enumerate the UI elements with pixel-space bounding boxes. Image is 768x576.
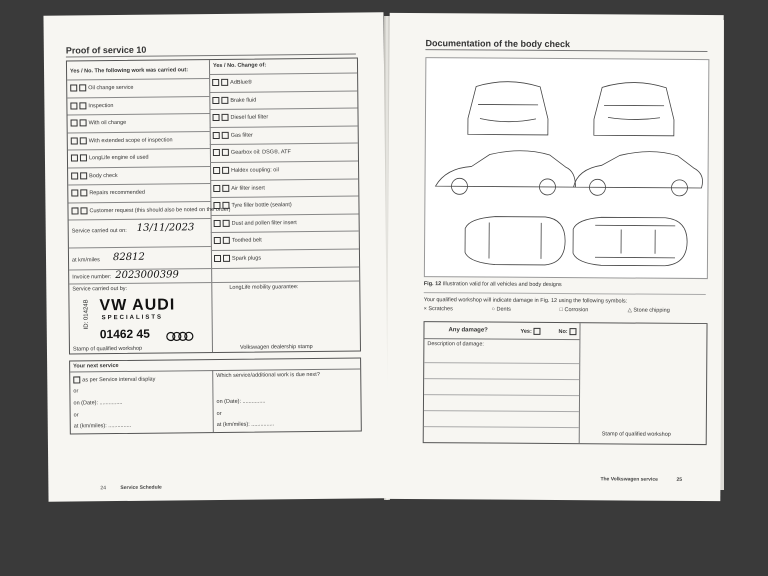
- right-item-label: Toothed belt: [231, 237, 262, 245]
- right-item: [214, 219, 297, 227]
- fig-caption: Illustration valid for all vehicles and body designs: [442, 281, 562, 289]
- row-divider: [67, 78, 209, 80]
- row-divider: [210, 125, 358, 128]
- footer-section: The Volkswagen service: [600, 476, 658, 483]
- column-divider: [579, 323, 581, 443]
- row-divider: [211, 231, 359, 234]
- invoice-label: Invoice number:: [72, 274, 112, 281]
- next-service-right-2: on (Date): ...............: [216, 398, 266, 406]
- footer-page-number: 25: [676, 476, 683, 483]
- description-line: [424, 410, 579, 412]
- row-divider: [68, 166, 210, 168]
- description-line: [424, 362, 579, 364]
- yes-checkbox[interactable]: [212, 97, 219, 104]
- left-page: [43, 12, 388, 502]
- next-service-right-4: at (km/miles): ...............: [216, 421, 275, 429]
- right-item: [213, 166, 279, 174]
- row-divider: [68, 148, 210, 150]
- next-service-left-3: or: [73, 412, 79, 419]
- description-label: Description of damage:: [427, 341, 484, 348]
- left-item: [71, 119, 127, 127]
- right-item-label: Spark plugs: [231, 255, 262, 262]
- row-divider: [210, 161, 358, 164]
- next-service-right-0: Which service/additional work is due next?: [216, 371, 320, 380]
- row-divider: [211, 213, 359, 216]
- footer-section: Service Schedule: [120, 484, 162, 492]
- damage-box: [423, 321, 708, 445]
- left-item: [71, 189, 145, 197]
- page-title: Proof of service 10: [65, 44, 147, 56]
- row-divider: [67, 96, 209, 98]
- yes-checkbox[interactable]: [71, 137, 78, 144]
- stamp-line-2: SPECIALISTS: [101, 314, 164, 322]
- no-checkbox[interactable]: [223, 237, 230, 244]
- yes-checkbox[interactable]: [70, 102, 77, 109]
- no-checkbox[interactable]: [222, 167, 229, 174]
- right-page: [386, 13, 723, 501]
- damage-instructions: Your qualified workshop will indicate damage in Fig. 12 using the following symbols:: [423, 297, 628, 305]
- header-right: Yes / No. Change of:: [212, 62, 267, 70]
- yes-checkbox[interactable]: [214, 255, 221, 262]
- no-checkbox[interactable]: [223, 220, 230, 227]
- right-item-label: Dust and pollen filter insert: [231, 219, 297, 227]
- left-item: [71, 172, 118, 179]
- no-checkbox[interactable]: [222, 114, 229, 121]
- no-checkbox[interactable]: [569, 328, 576, 335]
- header-left: Yes / No. The following work was carried out:: [70, 67, 189, 75]
- row-divider: [69, 281, 359, 285]
- no-checkbox[interactable]: [80, 119, 87, 126]
- yes-checkbox[interactable]: [71, 189, 78, 196]
- description-line: [424, 426, 579, 428]
- next-service-left-0: as per Service interval display: [82, 376, 156, 384]
- longlife-label: LongLife mobility guarantee:: [229, 284, 299, 291]
- mileage-value: 82812: [112, 251, 145, 264]
- right-item: [213, 131, 253, 138]
- yes-checkbox[interactable]: [213, 132, 220, 139]
- row-divider: [68, 113, 210, 115]
- no-checkbox[interactable]: [221, 79, 228, 86]
- description-line: [424, 378, 579, 380]
- right-item-label: Tyre filler bottle (sealant): [231, 202, 292, 209]
- yes-checkbox[interactable]: [213, 185, 220, 192]
- symbol-corrosion: □ Corrosion: [559, 307, 589, 314]
- left-item: [71, 136, 173, 144]
- no-checkbox[interactable]: [79, 84, 86, 91]
- row-divider: [69, 218, 211, 220]
- stamp-vw-label: Volkswagen dealership stamp: [239, 343, 313, 351]
- row-divider: [209, 108, 357, 111]
- yes-checkbox[interactable]: [213, 167, 220, 174]
- left-item: [71, 205, 230, 214]
- no-checkbox[interactable]: [80, 189, 87, 196]
- title-rule: [425, 49, 707, 52]
- next-service-right-3: or: [216, 410, 222, 418]
- no-checkbox[interactable]: [222, 184, 229, 191]
- no-checkbox[interactable]: [80, 172, 87, 179]
- yes-checkbox[interactable]: [71, 172, 78, 179]
- right-item: [212, 96, 256, 103]
- right-item-label: Gearbox oil: DSG®, ATF: [230, 149, 291, 157]
- yes-checkbox[interactable]: [213, 149, 220, 156]
- left-item-label: Inspection: [88, 102, 114, 109]
- left-item: [70, 84, 133, 92]
- right-item: [212, 79, 252, 86]
- next-service-left-4: at (km/miles): ...............: [73, 422, 132, 430]
- footer-page-number: 24: [100, 485, 107, 492]
- right-item: [213, 114, 269, 122]
- row-divider: [68, 201, 210, 203]
- no-checkbox[interactable]: [80, 207, 87, 214]
- left-item-label: Customer request (this should also be noted on the order): [89, 206, 231, 214]
- row-divider: [209, 73, 357, 76]
- right-item-label: AdBlue®: [230, 79, 253, 86]
- row-divider: [210, 196, 358, 199]
- yes-checkbox[interactable]: [214, 220, 221, 227]
- next-service-left-1: or: [73, 388, 79, 395]
- row-divider: [69, 246, 211, 248]
- any-damage-label: Any damage?: [448, 327, 488, 334]
- stamp-label: Stamp of qualified workshop: [601, 431, 671, 438]
- car-diagram: [425, 58, 709, 278]
- service-date-value: 13/11/2023: [136, 222, 195, 234]
- yes-checkbox[interactable]: [214, 237, 221, 244]
- right-item-label: Brake fluid: [230, 97, 257, 104]
- right-item: [213, 201, 291, 209]
- yes-checkbox[interactable]: [71, 154, 78, 161]
- left-item-label: Oil change service: [88, 84, 134, 92]
- right-item: [213, 149, 291, 157]
- yes-checkbox[interactable]: [213, 114, 220, 121]
- caption-rule: [424, 292, 706, 295]
- row-divider: [68, 183, 210, 185]
- body-check-figure: [424, 57, 710, 279]
- no-checkbox[interactable]: [222, 149, 229, 156]
- yes-checkbox[interactable]: [71, 207, 78, 214]
- row-divider: [211, 249, 359, 252]
- yes-checkbox[interactable]: [533, 328, 540, 335]
- yes-checkbox[interactable]: [70, 84, 77, 91]
- left-item: [71, 154, 149, 162]
- description-line: [424, 394, 579, 396]
- symbol-dents: ○ Dents: [491, 306, 511, 313]
- row-divider: [210, 143, 358, 146]
- row-divider: [69, 267, 359, 271]
- no-checkbox[interactable]: [79, 102, 86, 109]
- row-divider: [209, 90, 357, 93]
- right-item-label: Diesel fuel filter: [230, 114, 269, 121]
- carried-out-by-label: Service carried out by:: [72, 285, 128, 293]
- symbol-stone-chipping: △ Stone chipping: [627, 307, 670, 314]
- left-item-label: With oil change: [88, 119, 127, 127]
- yes-checkbox[interactable]: [213, 202, 220, 209]
- right-item-label: Gas filter: [230, 132, 253, 139]
- symbol-scratches: × Scratches: [423, 306, 453, 313]
- service-date-label: Service carried out on:: [71, 227, 127, 235]
- stamp-id: ID: 01424B: [83, 299, 90, 330]
- left-item-label: Body check: [89, 172, 118, 179]
- fig-caption-number: Fig. 12: [423, 281, 442, 288]
- right-item: [213, 184, 265, 192]
- stamp-qualified-label: Stamp of qualified workshop: [72, 345, 143, 353]
- next-service-left-2: on (Date): ...............: [73, 399, 123, 407]
- no-checkbox[interactable]: [223, 255, 230, 262]
- row-divider: [210, 178, 358, 181]
- right-item: [214, 255, 261, 262]
- row-divider: [68, 131, 210, 133]
- left-item-label: Repairs recommended: [89, 189, 145, 197]
- yes-checkbox[interactable]: [71, 119, 78, 126]
- divider: [424, 338, 579, 340]
- no-label: No:: [558, 328, 568, 336]
- no-checkbox[interactable]: [221, 96, 228, 103]
- column-divider: [212, 370, 214, 432]
- service-table: [66, 58, 361, 355]
- mileage-label: at km/miles: [71, 257, 100, 264]
- next-service-box: [69, 357, 362, 434]
- no-checkbox[interactable]: [80, 137, 87, 144]
- audi-rings-logo: [166, 328, 194, 346]
- right-item-label: Haldex coupling: oil: [231, 167, 279, 174]
- yes-checkbox[interactable]: [212, 79, 219, 86]
- left-item-label: With extended scope of inspection: [88, 136, 173, 144]
- right-item-label: Air filter insert: [231, 185, 265, 192]
- left-item-label: LongLife engine oil used: [88, 154, 149, 162]
- no-checkbox[interactable]: [80, 154, 87, 161]
- left-item: [70, 102, 113, 109]
- no-checkbox[interactable]: [222, 132, 229, 139]
- stamp-line-1: VW AUDI: [99, 296, 176, 315]
- right-item: [214, 237, 262, 245]
- yes-label: Yes:: [520, 328, 532, 335]
- next-service-title: Your next service: [73, 363, 119, 370]
- no-checkbox[interactable]: [222, 202, 229, 209]
- checkbox[interactable]: [73, 376, 80, 383]
- invoice-value: 2023000399: [115, 269, 179, 282]
- stamp-line-3: 01462 45: [99, 326, 150, 342]
- page-title: Documentation of the body check: [425, 38, 571, 50]
